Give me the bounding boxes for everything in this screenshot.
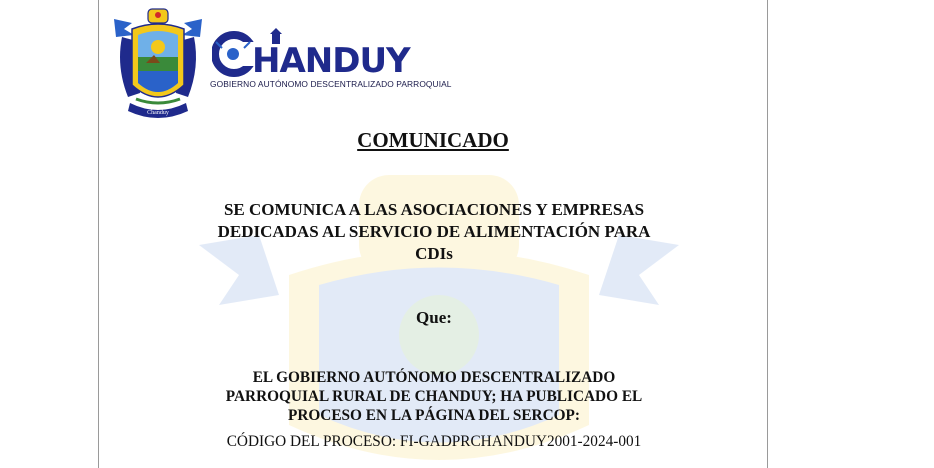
document-title: COMUNICADO bbox=[357, 128, 509, 152]
heading-line: SE COMUNICA A LAS ASOCIACIONES Y EMPRESAS bbox=[223, 200, 645, 219]
seal-ribbon-text: Chanduy bbox=[147, 110, 169, 116]
document-page bbox=[98, 0, 768, 468]
que-label: Que: bbox=[416, 308, 452, 327]
process-code: CÓDIGO DEL PROCESO: FI-GADPRCHANDUY2001-2024-001 bbox=[226, 433, 642, 450]
brand-name-text: HANDUY bbox=[252, 41, 410, 78]
chanduy-wordmark bbox=[212, 28, 462, 78]
heading-line: CDIs bbox=[415, 244, 453, 263]
body-line: EL GOBIERNO AUTÓNOMO DESCENTRALIZADO bbox=[252, 369, 616, 386]
body-line: PARROQUIAL RURAL DE CHANDUY; HA PUBLICADO EL bbox=[225, 388, 643, 405]
parish-seal-logo bbox=[110, 7, 206, 129]
brand-subtitle: GOBIERNO AUTÓNOMO DESCENTRALIZADO PARROQUIAL bbox=[210, 79, 452, 89]
body-line: PROCESO EN LA PÁGINA DEL SERCOP: bbox=[288, 407, 580, 424]
heading-line: DEDICADAS AL SERVICIO DE ALIMENTACIÓN PARA bbox=[217, 222, 651, 241]
announcement-heading bbox=[179, 199, 689, 265]
announcement-body bbox=[179, 368, 689, 425]
